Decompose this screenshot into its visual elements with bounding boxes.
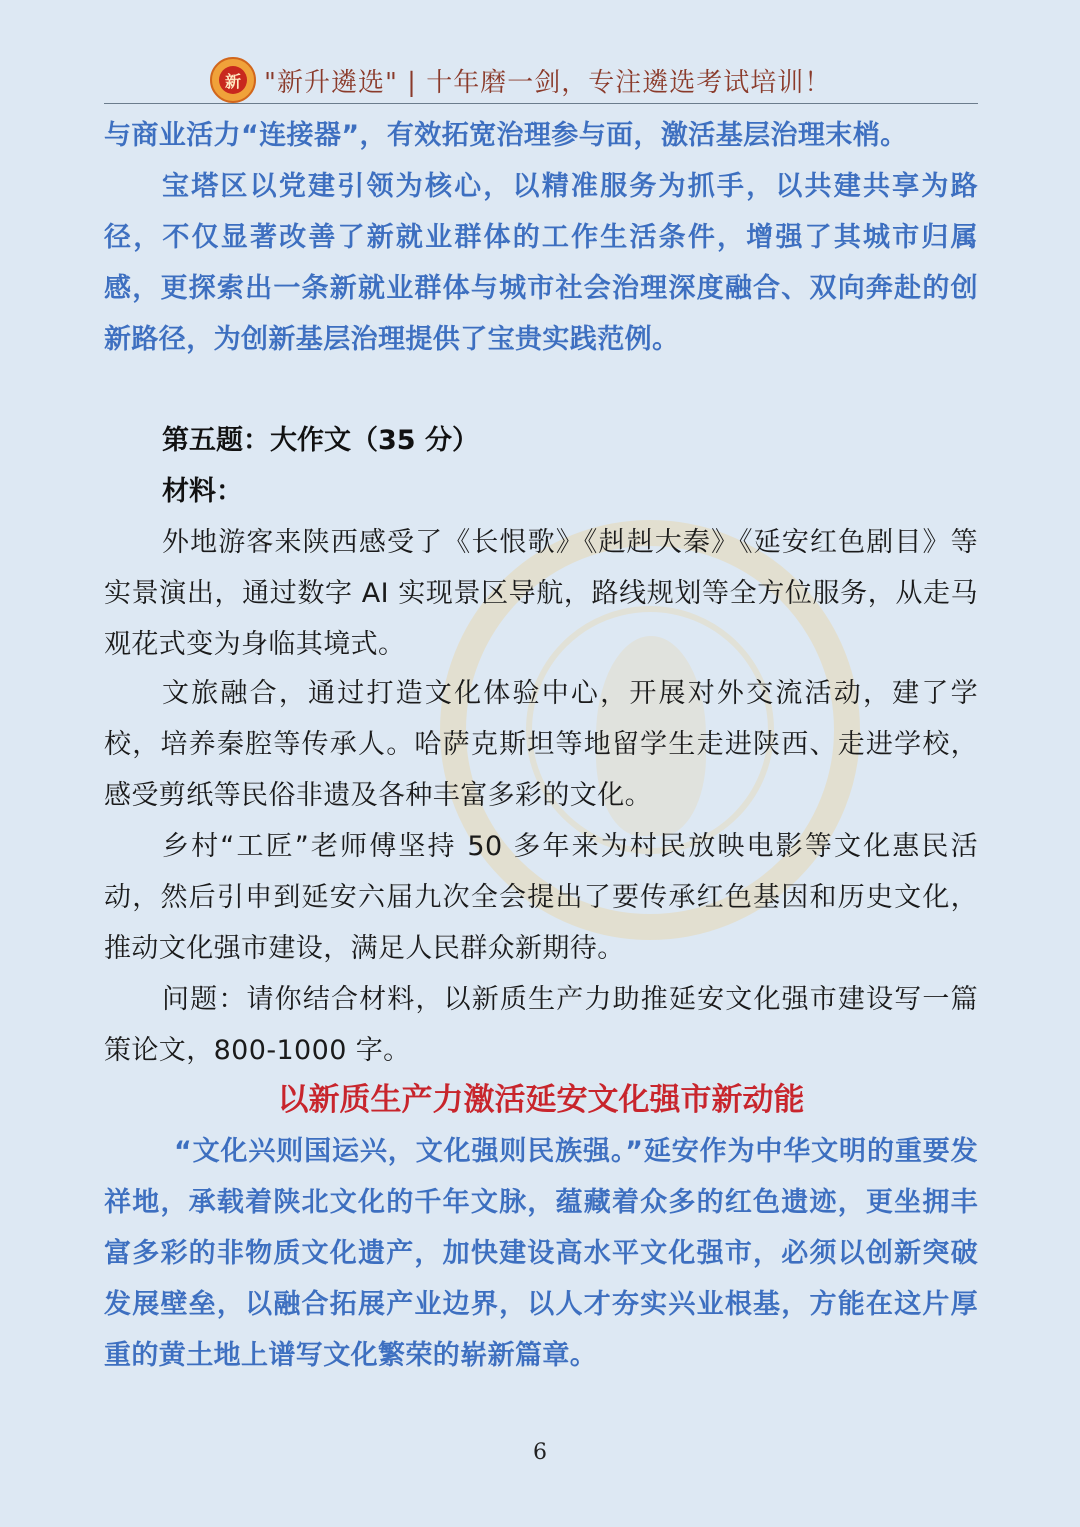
question-title: 第五题：大作文（35 分）: [162, 425, 479, 456]
material-paragraph-2: 文旅融合，通过打造文化体验中心，开展对外交流活动，建了学校，培养秦腔等传承人。哈萨克斯坦等地留学生走进陕西、走进学校，感受剪纸等民俗非遗及各种丰富多彩的文化。: [104, 678, 978, 811]
material-label: 材料：: [162, 476, 243, 507]
page-number: 6: [533, 1440, 547, 1465]
brand-logo-icon: [210, 57, 256, 103]
intro-paragraph: 宝塔区以党建引领为核心，以精准服务为抓手，以共建共享为路径，不仅显著改善了新就业群体的工作生活条件，增强了其城市归属感，更探索出一条新就业群体与城市社会治理深度融合、双向奔赴的创新路径，为创新基层治理提供了宝贵实践范例。: [104, 171, 978, 355]
question-prompt: 问题：请你结合材料，以新质生产力助推延安文化强市建设写一篇策论文，800-1000 字。: [104, 984, 978, 1066]
logo-glyph: 新: [219, 66, 247, 94]
header-divider: [104, 103, 978, 104]
essay-paragraph-1: “文化兴则国运兴，文化强则民族强。”延安作为中华文明的重要发祥地，承载着陕北文化的千年文脉，蕴藏着众多的红色遗迹，更坐拥丰富多彩的非物质文化遗产，加快建设高水平文化强市，必须以创新突破发展壁垒，以融合拓展产业边界，以人才夯实兴业根基，方能在这片厚重的黄土地上谱写文化繁荣的崭新篇章。: [104, 1136, 978, 1371]
page-header: [210, 56, 831, 104]
material-paragraph-3: 乡村“工匠”老师傅坚持 50 多年来为村民放映电影等文化惠民活动，然后引申到延安六届九次全会提出了要传承红色基因和历史文化，推动文化强市建设，满足人民群众新期待。: [104, 831, 978, 964]
header-slogan: "新升遴选" | 十年磨一剑，专注遴选考试培训！: [264, 67, 832, 98]
intro-continuation: 与商业活力“连接器”，有效拓宽治理参与面，激活基层治理末梢。: [104, 120, 908, 151]
essay-title: 以新质生产力激活延安文化强市新动能: [277, 1082, 805, 1118]
material-paragraph-1: 外地游客来陕西感受了《长恨歌》《赳赳大秦》《延安红色剧目》等实景演出，通过数字 AI 实现景区导航，路线规划等全方位服务，从走马观花式变为身临其境式。: [104, 527, 978, 660]
